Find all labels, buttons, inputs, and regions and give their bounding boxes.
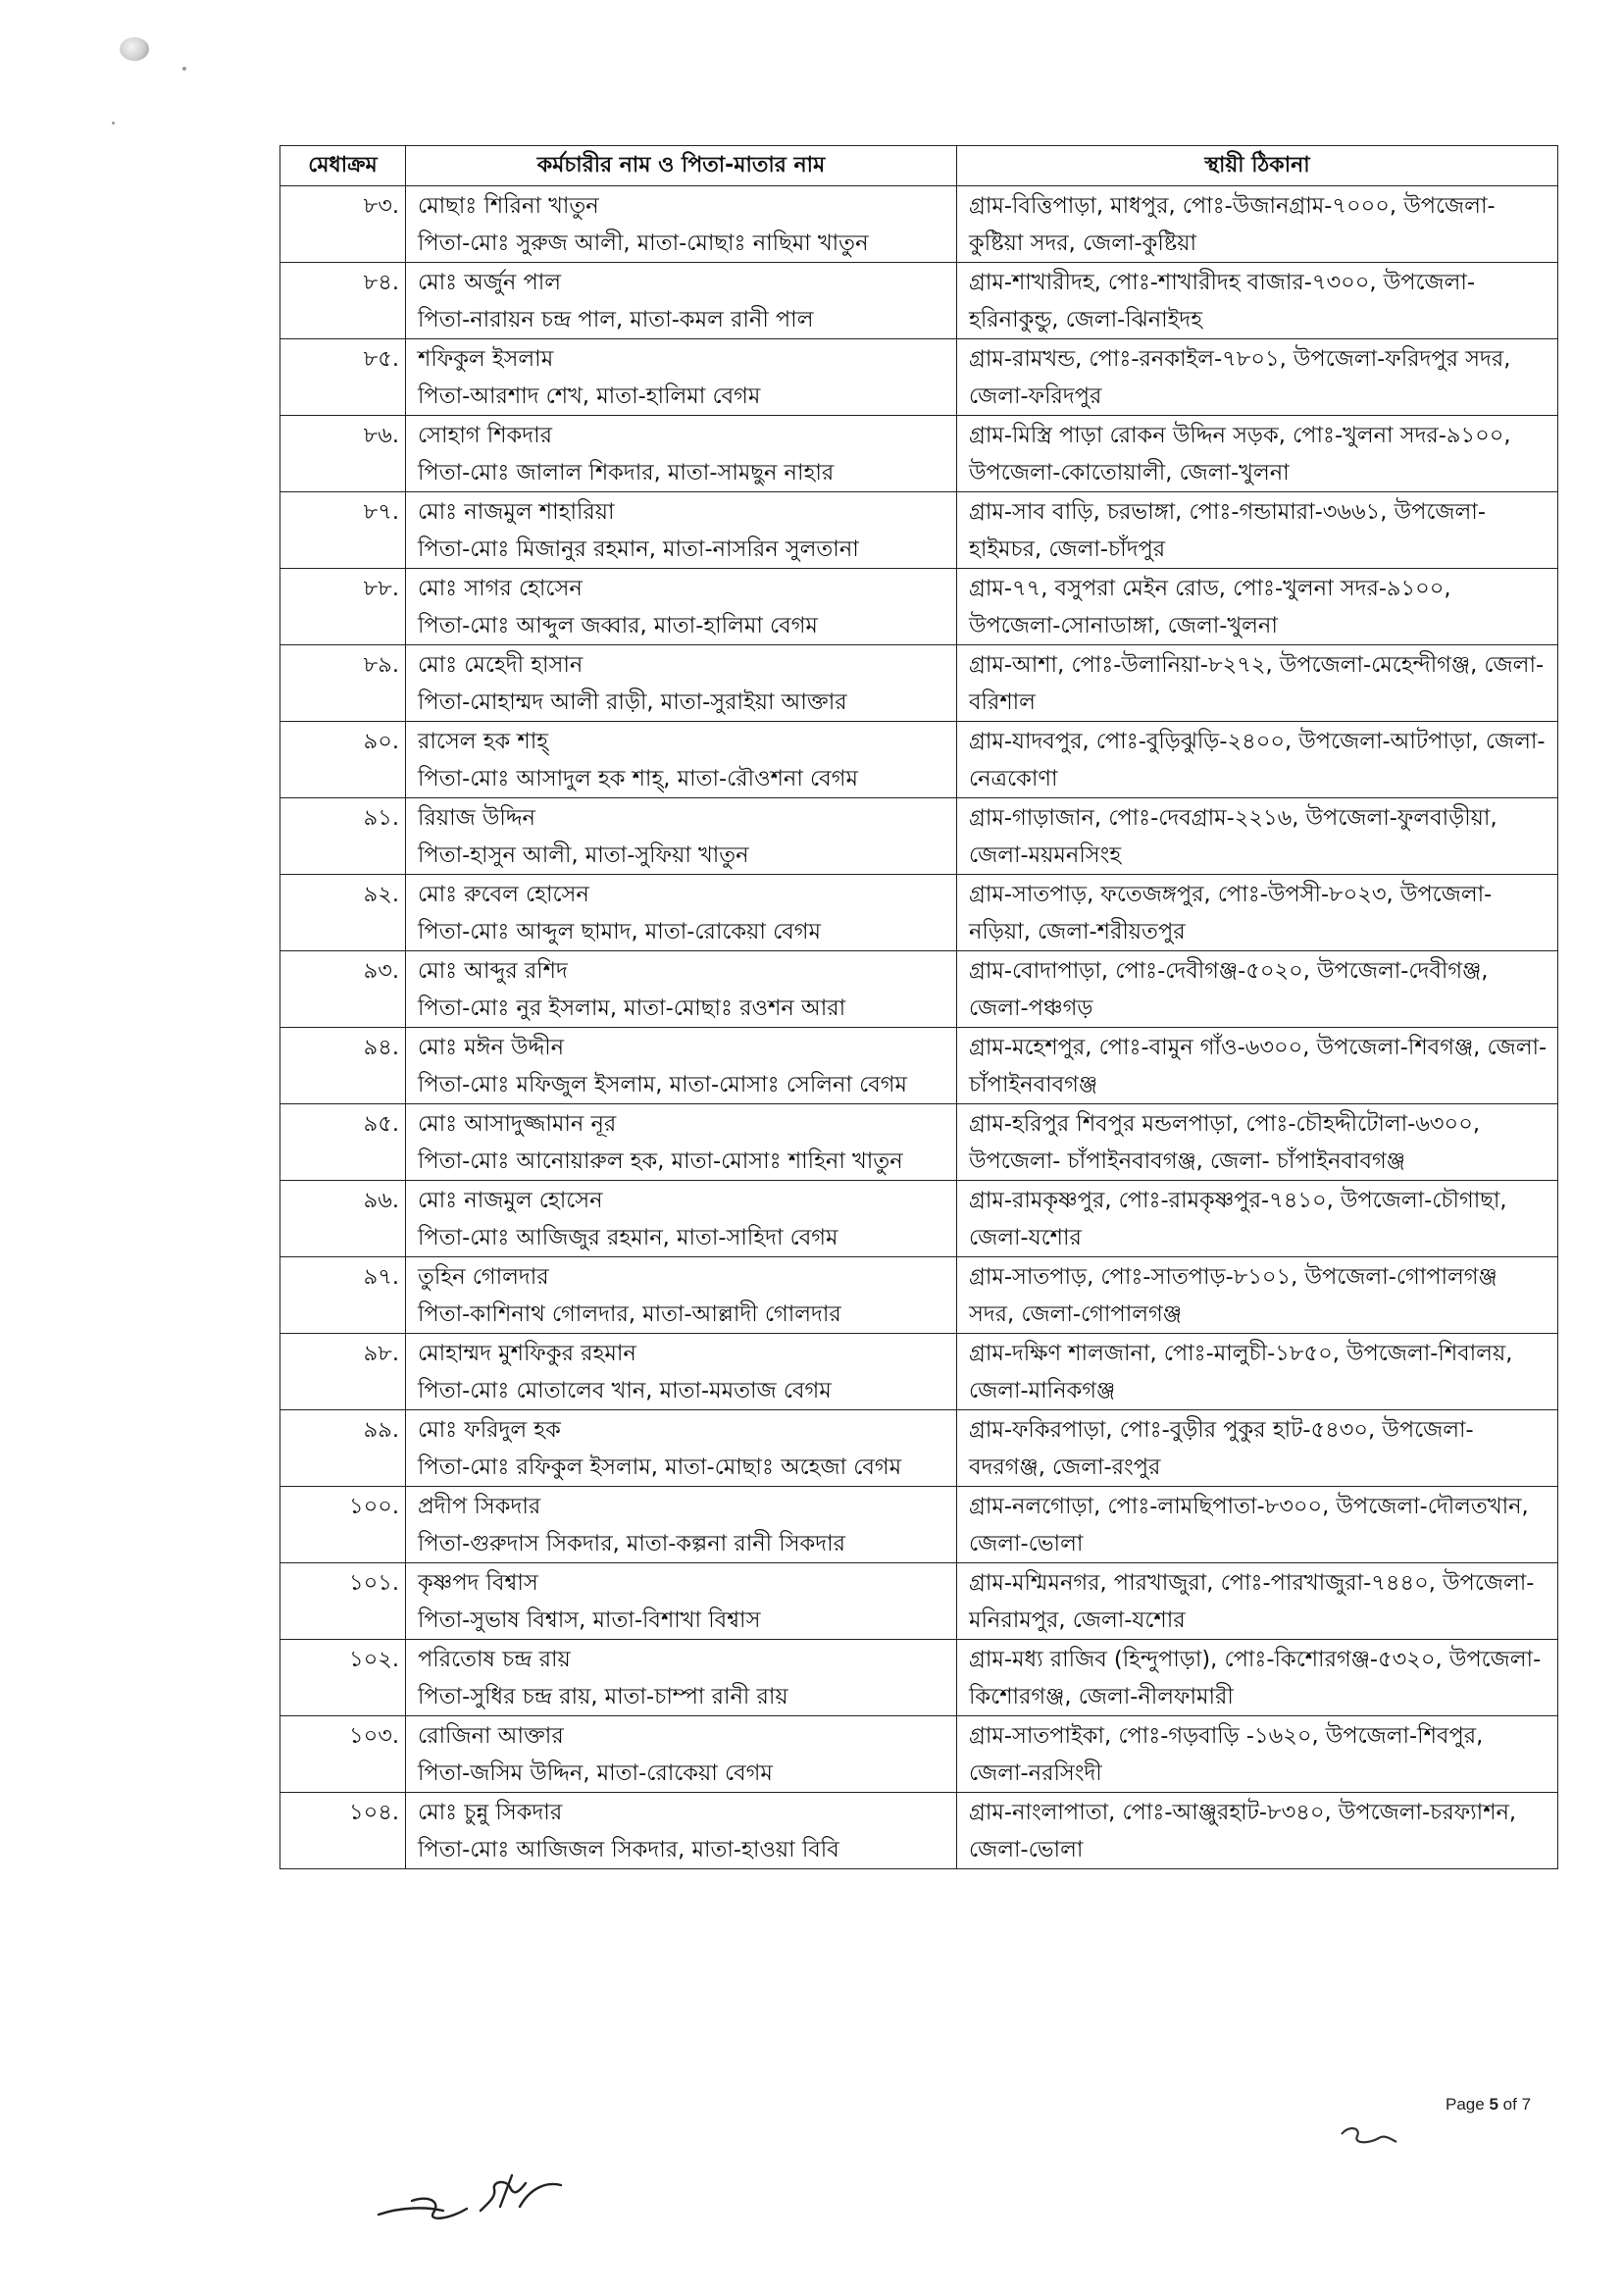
employee-cell (406, 1181, 957, 1257)
permanent-address: গ্রাম-সাতপাড়, পোঃ-সাতপাড়-৮১০১, উপজেলা-গোপালগঞ্জ সদর, জেলা-গোপালগঞ্জ (957, 1257, 1558, 1334)
employee-name: মোঃ নাজমুল হোসেন (418, 1188, 603, 1213)
employee-cell (406, 722, 957, 798)
serial-number: ৯১. (280, 798, 406, 875)
permanent-address: গ্রাম-আশা, পোঃ-উলানিয়া-৮২৭২, উপজেলা-মেহেন্দীগঞ্জ, জেলা-বরিশাল (957, 645, 1558, 722)
parents-names: পিতা-জসিম উদ্দিন, মাতা-রোকেয়া বেগম (418, 1760, 773, 1786)
permanent-address: গ্রাম-বোদাপাড়া, পোঃ-দেবীগঞ্জ-৫০২০, উপজেলা-দেবীগঞ্জ, জেলা-পঞ্চগড় (957, 951, 1558, 1028)
table-row (280, 492, 1558, 569)
employee-name: রিয়াজ উদ্দিন (418, 805, 535, 831)
table-row (280, 1793, 1558, 1869)
employee-cell (406, 1793, 957, 1869)
table-row (280, 1410, 1558, 1487)
permanent-address: গ্রাম-বিত্তিপাড়া, মাধপুর, পোঃ-উজানগ্রাম-৭০০০, উপজেলা-কুষ্টিয়া সদর, জেলা-কুষ্টিয়া (957, 186, 1558, 263)
permanent-address: গ্রাম-নাংলাপাতা, পোঃ-আঞ্জুরহাট-৮৩৪০, উপজেলা-চরফ্যাশন, জেলা-ভোলা (957, 1793, 1558, 1869)
employee-cell (406, 875, 957, 951)
table-row (280, 1487, 1558, 1563)
employee-cell (406, 1028, 957, 1104)
serial-number: ৯৭. (280, 1257, 406, 1334)
serial-number: ৯৩. (280, 951, 406, 1028)
employee-name: মোঃ আসাদুজ্জামান নূর (418, 1111, 617, 1137)
employee-name: মোঃ রুবেল হোসেন (418, 882, 589, 907)
header-serial: মেধাক্রম (280, 146, 406, 186)
parents-names: পিতা-মোঃ আজিজল সিকদার, মাতা-হাওয়া বিবি (418, 1837, 839, 1862)
parents-names: পিতা-মোঃ রফিকুল ইসলাম, মাতা-মোছাঃ অহেজা বেগম (418, 1454, 902, 1480)
employee-name: প্রদীপ সিকদার (418, 1494, 541, 1519)
serial-number: ১০৩. (280, 1716, 406, 1793)
serial-number: ৯৪. (280, 1028, 406, 1104)
table-row (280, 722, 1558, 798)
serial-number: ৯৬. (280, 1181, 406, 1257)
employee-name: রাসেল হক শাহ্ (418, 729, 549, 754)
employee-cell (406, 1640, 957, 1716)
header-address: স্থায়ী ঠিকানা (957, 146, 1558, 186)
page-of: of (1502, 2095, 1517, 2114)
employee-name: মোঃ সাগর হোসেন (418, 576, 583, 601)
employee-name: পরিতোষ চন্দ্র রায় (418, 1647, 571, 1672)
table-row (280, 263, 1558, 339)
parents-names: পিতা-মোঃ আব্দুল জব্বার, মাতা-হালিমা বেগম (418, 613, 818, 638)
employee-cell (406, 186, 957, 263)
employee-cell (406, 1487, 957, 1563)
parents-names: পিতা-মোহাম্মদ আলী রাড়ী, মাতা-সুরাইয়া আক্তার (418, 689, 847, 715)
serial-number: ৮৮. (280, 569, 406, 645)
employee-name: কৃষ্ণপদ বিশ্বাস (418, 1570, 538, 1596)
employee-cell (406, 492, 957, 569)
parents-names: পিতা-গুরুদাস সিকদার, মাতা-কল্পনা রানী সিকদার (418, 1531, 846, 1556)
employee-cell (406, 951, 957, 1028)
serial-number: ৮৪. (280, 263, 406, 339)
initial-signature (1334, 2118, 1402, 2158)
parents-names: পিতা-আরশাদ শেখ, মাতা-হালিমা বেগম (418, 383, 761, 409)
parents-names: পিতা-সুধির চন্দ্র রায়, মাতা-চাম্পা রানী রায় (418, 1684, 788, 1709)
table-row (280, 416, 1558, 492)
table-row (280, 186, 1558, 263)
scan-speck (182, 67, 186, 71)
serial-number: ৮৬. (280, 416, 406, 492)
permanent-address: গ্রাম-ফকিরপাড়া, পোঃ-বুড়ীর পুকুর হাট-৫৪৩০, উপজেলা-বদরগঞ্জ, জেলা-রংপুর (957, 1410, 1558, 1487)
parents-names: পিতা-সুভাষ বিশ্বাস, মাতা-বিশাখা বিশ্বাস (418, 1607, 761, 1633)
parents-names: পিতা-মোঃ জালাল শিকদার, মাতা-সামছুন নাহার (418, 460, 835, 485)
serial-number: ১০০. (280, 1487, 406, 1563)
permanent-address: গ্রাম-দক্ষিণ শালজানা, পোঃ-মালুচী-১৮৫০, উপজেলা-শিবালয়, জেলা-মানিকগঞ্জ (957, 1334, 1558, 1410)
employee-cell (406, 1410, 957, 1487)
serial-number: ৮৩. (280, 186, 406, 263)
table-row (280, 569, 1558, 645)
permanent-address: গ্রাম-রামকৃষ্ণপুর, পোঃ-রামকৃষ্ণপুর-৭৪১০, উপজেলা-চৌগাছা, জেলা-যশোর (957, 1181, 1558, 1257)
serial-number: ১০২. (280, 1640, 406, 1716)
parents-names: পিতা-মোঃ আসাদুল হক শাহ্, মাতা-রৌওশনা বেগম (418, 766, 858, 791)
permanent-address: গ্রাম-গাড়াজান, পোঃ-দেবগ্রাম-২২১৬, উপজেলা-ফুলবাড়ীয়া, জেলা-ময়মনসিংহ (957, 798, 1558, 875)
parents-names: পিতা-হাসুন আলী, মাতা-সুফিয়া খাতুন (418, 842, 749, 868)
employee-name: মোঃ মেহেদী হাসান (418, 652, 584, 678)
permanent-address: গ্রাম-মশ্মিমনগর, পারখাজুরা, পোঃ-পারখাজুরা-৭৪৪০, উপজেলা-মনিরামপুর, জেলা-যশোর (957, 1563, 1558, 1640)
table-row (280, 1104, 1558, 1181)
serial-number: ১০১. (280, 1563, 406, 1640)
serial-number: ৮৯. (280, 645, 406, 722)
permanent-address: গ্রাম-মিস্ত্রি পাড়া রোকন উদ্দিন সড়ক, পোঃ-খুলনা সদর-৯১০০, উপজেলা-কোতোয়ালী, জেলা-খুলনা (957, 416, 1558, 492)
scan-speck (112, 122, 115, 125)
table-row (280, 339, 1558, 416)
table-row (280, 1028, 1558, 1104)
serial-number: ৯৫. (280, 1104, 406, 1181)
permanent-address: গ্রাম-সাতপাড়, ফতেজঙ্গপুর, পোঃ-উপসী-৮০২৩, উপজেলা-নড়িয়া, জেলা-শরীয়তপুর (957, 875, 1558, 951)
employee-name: মোঃ অর্জুন পাল (418, 270, 562, 295)
permanent-address: গ্রাম-৭৭, বসুপরা মেইন রোড, পোঃ-খুলনা সদর-৯১০০, উপজেলা-সোনাডাঙ্গা, জেলা-খুলনা (957, 569, 1558, 645)
employee-cell (406, 416, 957, 492)
signature (373, 2167, 608, 2236)
table-row (280, 645, 1558, 722)
parents-names: পিতা-মোঃ মোতালেব খান, মাতা-মমতাজ বেগম (418, 1378, 832, 1403)
table-row (280, 875, 1558, 951)
parents-names: পিতা-মোঃ সুরুজ আলী, মাতা-মোছাঃ নাছিমা খাতুন (418, 230, 869, 256)
table-row (280, 1181, 1558, 1257)
employee-name: মোছাঃ শিরিনা খাতুন (418, 193, 599, 219)
page-number (1446, 2095, 1531, 2115)
serial-number: ৯৯. (280, 1410, 406, 1487)
employee-cell (406, 1104, 957, 1181)
employee-table (279, 145, 1558, 1869)
permanent-address: গ্রাম-সাব বাড়ি, চরভাঙ্গা, পোঃ-গন্ডামারা-৩৬৬১, উপজেলা-হাইমচর, জেলা-চাঁদপুর (957, 492, 1558, 569)
employee-cell (406, 1334, 957, 1410)
employee-name: মোঃ নাজমুল শাহারিয়া (418, 499, 615, 525)
permanent-address: গ্রাম-মহেশপুর, পোঃ-বামুন গাঁও-৬৩০০, উপজেলা-শিবগঞ্জ, জেলা-চাঁপাইনবাবগঞ্জ (957, 1028, 1558, 1104)
employee-cell (406, 339, 957, 416)
employee-cell (406, 569, 957, 645)
employee-name: মোঃ চুন্নু সিকদার (418, 1800, 563, 1825)
parents-names: পিতা-মোঃ মফিজুল ইসলাম, মাতা-মোসাঃ সেলিনা বেগম (418, 1072, 908, 1097)
permanent-address: গ্রাম-মধ্য রাজিব (হিন্দুপাড়া), পোঃ-কিশোরগঞ্জ-৫৩২০, উপজেলা-কিশোরগঞ্জ, জেলা-নীলফামারী (957, 1640, 1558, 1716)
table-row (280, 1640, 1558, 1716)
parents-names: পিতা-মোঃ আনোয়ারুল হক, মাতা-মোসাঃ শাহিনা খাতুন (418, 1148, 903, 1174)
employee-name: মোহাম্মদ মুশফিকুর রহমান (418, 1341, 636, 1366)
table-row (280, 1563, 1558, 1640)
serial-number: ৮৫. (280, 339, 406, 416)
employee-cell (406, 798, 957, 875)
punch-hole (120, 37, 149, 61)
table-header-row (280, 146, 1558, 186)
employee-cell (406, 263, 957, 339)
permanent-address: গ্রাম-সাতপাইকা, পোঃ-গড়বাড়ি -১৬২০, উপজেলা-শিবপুর, জেলা-নরসিংদী (957, 1716, 1558, 1793)
parents-names: পিতা-মোঃ আব্দুল ছামাদ, মাতা-রোকেয়া বেগম (418, 919, 821, 944)
table-row (280, 1257, 1558, 1334)
employee-cell (406, 1716, 957, 1793)
table-row (280, 1334, 1558, 1410)
parents-names: পিতা-মোঃ মিজানুর রহমান, মাতা-নাসরিন সুলতানা (418, 536, 859, 562)
employee-cell (406, 1563, 957, 1640)
employee-name: মোঃ মঈন উদ্দীন (418, 1035, 565, 1060)
employee-cell (406, 1257, 957, 1334)
table-row (280, 798, 1558, 875)
table-row (280, 1716, 1558, 1793)
page-word: Page (1446, 2095, 1485, 2114)
employee-name: শফিকুল ইসলাম (418, 346, 554, 372)
serial-number: ৯০. (280, 722, 406, 798)
page-total: 7 (1521, 2095, 1532, 2114)
serial-number: ৯২. (280, 875, 406, 951)
parents-names: পিতা-কাশিনাথ গোলদার, মাতা-আল্লাদী গোলদার (418, 1301, 841, 1327)
serial-number: ৯৮. (280, 1334, 406, 1410)
parents-names: পিতা-মোঃ নুর ইসলাম, মাতা-মোছাঃ রওশন আরা (418, 995, 846, 1021)
header-name: কর্মচারীর নাম ও পিতা-মাতার নাম (406, 146, 957, 186)
permanent-address: গ্রাম-হরিপুর শিবপুর মন্ডলপাড়া, পোঃ-চৌহদ্দীটোলা-৬৩০০, উপজেলা- চাঁপাইনবাবগঞ্জ, জেলা- চাঁপাইনবাবগঞ্জ (957, 1104, 1558, 1181)
table-row (280, 951, 1558, 1028)
parents-names: পিতা-নারায়ন চন্দ্র পাল, মাতা-কমল রানী পাল (418, 307, 814, 332)
employee-cell (406, 645, 957, 722)
page-current: 5 (1489, 2095, 1498, 2114)
employee-name: মোঃ আব্দুর রশিদ (418, 958, 568, 984)
employee-name: তুহিন গোলদার (418, 1264, 549, 1290)
employee-name: সোহাগ শিকদার (418, 423, 552, 448)
permanent-address: গ্রাম-শাখারীদহ, পোঃ-শাখারীদহ বাজার-৭৩০০, উপজেলা-হরিনাকুন্ডু, জেলা-ঝিনাইদহ (957, 263, 1558, 339)
serial-number: ১০৪. (280, 1793, 406, 1869)
parents-names: পিতা-মোঃ আজিজুর রহমান, মাতা-সাহিদা বেগম (418, 1225, 838, 1250)
permanent-address: গ্রাম-যাদবপুর, পোঃ-বুড়িঝুড়ি-২৪০০, উপজেলা-আটপাড়া, জেলা-নেত্রকোণা (957, 722, 1558, 798)
permanent-address: গ্রাম-রামখন্ড, পোঃ-রনকাইল-৭৮০১, উপজেলা-ফরিদপুর সদর, জেলা-ফরিদপুর (957, 339, 1558, 416)
serial-number: ৮৭. (280, 492, 406, 569)
permanent-address: গ্রাম-নলগোড়া, পোঃ-লামছিপাতা-৮৩০০, উপজেলা-দৌলতখান, জেলা-ভোলা (957, 1487, 1558, 1563)
employee-name: রোজিনা আক্তার (418, 1723, 564, 1749)
employee-name: মোঃ ফরিদুল হক (418, 1417, 561, 1443)
